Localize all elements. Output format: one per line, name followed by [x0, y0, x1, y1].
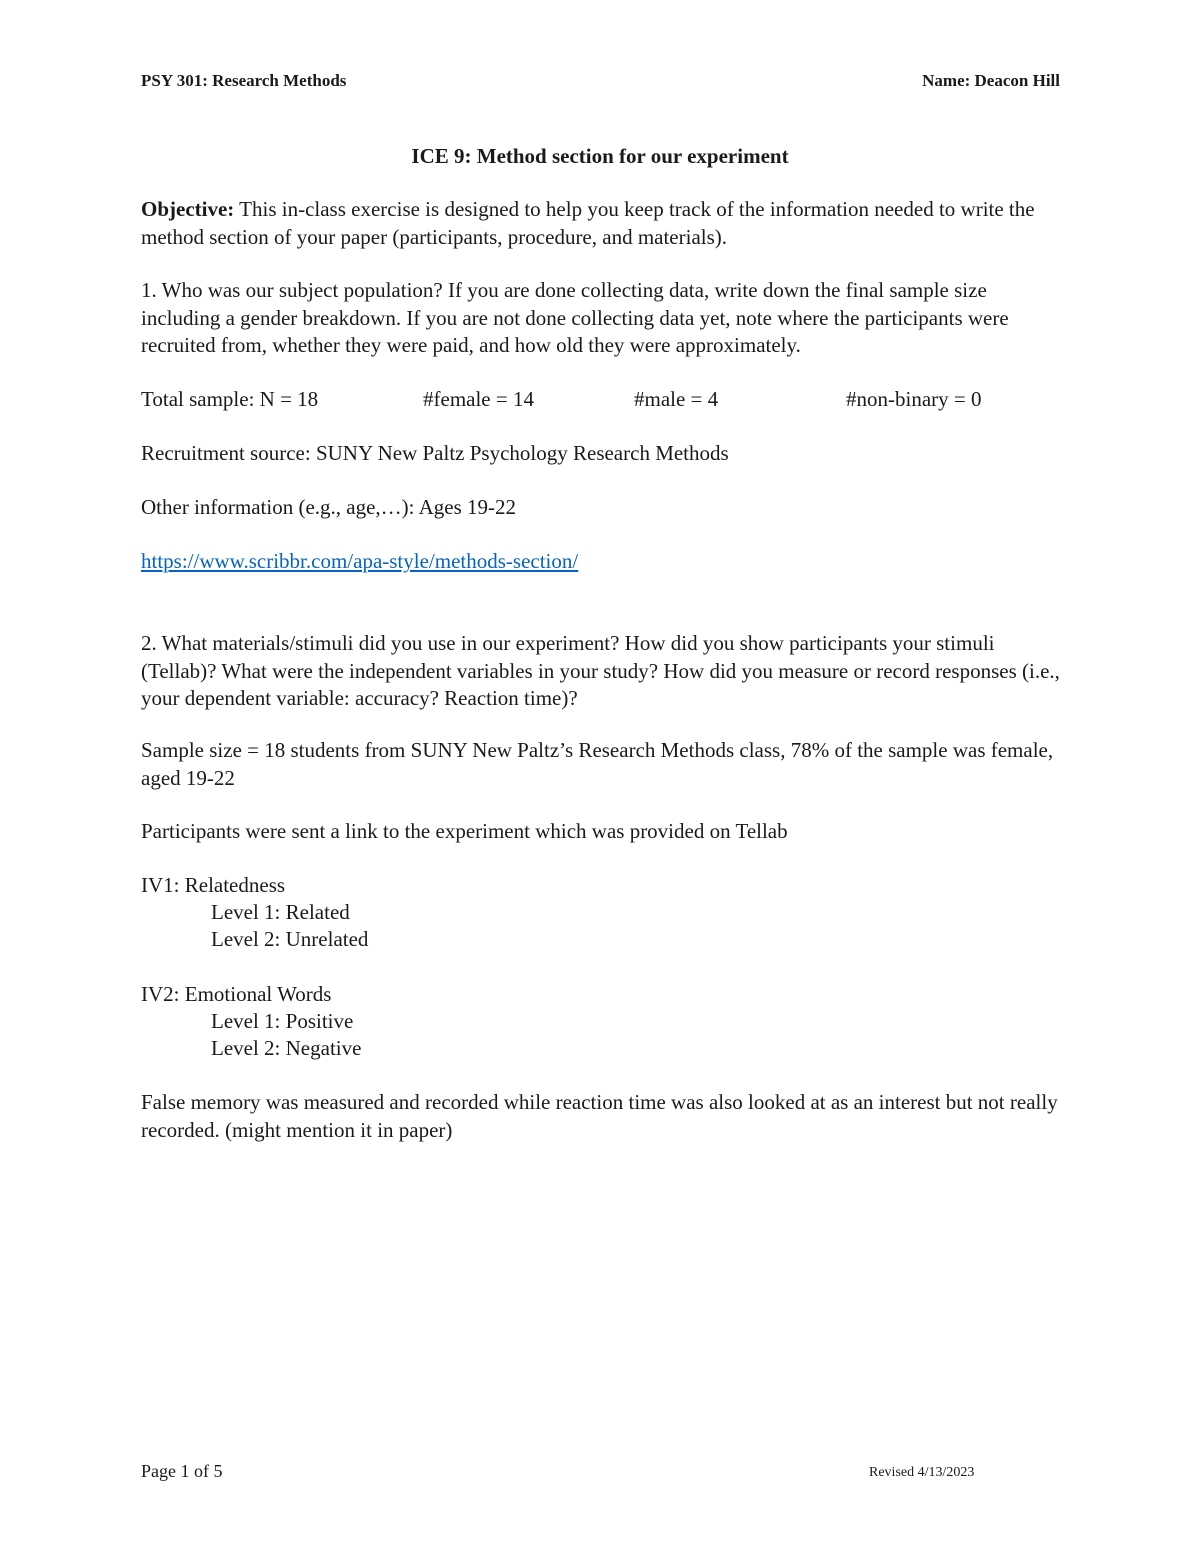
- question-2: 2. What materials/stimuli did you use in our experiment? How did you show participants your stimuli (Tellab)? What were the independent variables in your study? How did you measure or record responses (i.e., your dependent variable: accuracy? Reaction time)?: [141, 631, 1060, 710]
- iv2-level-2: Level 2: Negative: [211, 1036, 362, 1060]
- objective-label: Objective:: [141, 197, 235, 221]
- sample-total: Total sample: N = 18: [141, 387, 319, 411]
- iv2-level-1: Level 1: Positive: [211, 1009, 354, 1033]
- iv1-name: IV1: Relatedness: [141, 873, 286, 897]
- page-title: ICE 9: Method section for our experiment: [411, 144, 789, 168]
- methods-section-link[interactable]: https://www.scribbr.com/apa-style/methods-section/: [141, 549, 579, 573]
- question-1: 1. Who was our subject population? If you are done collecting data, write down the final sample size including a gender breakdown. If you are not done collecting data yet, note where the participants were recruited from, whether they were paid, and how old they were approximately.: [141, 278, 1009, 357]
- sample-female: #female = 14: [423, 387, 534, 411]
- iv2-name: IV2: Emotional Words: [141, 982, 332, 1006]
- iv1-level-2: Level 2: Unrelated: [211, 927, 369, 951]
- recruitment-source: Recruitment source: SUNY New Paltz Psychology Research Methods: [141, 441, 729, 465]
- sample-size-answer: Sample size = 18 students from SUNY New Paltz’s Research Methods class, 78% of the sample was female, aged 19-22: [141, 738, 1054, 790]
- objective-paragraph: [141, 196, 1061, 251]
- page-number: Page 1 of 5: [141, 1461, 223, 1481]
- objective-text: This in-class exercise is designed to help you keep track of the information needed to write the method section of your paper (participants, procedure, and materials).: [141, 197, 1035, 249]
- dependent-variable-answer: False memory was measured and recorded while reaction time was also looked at as an interest but not really recorded. (might mention it in paper): [141, 1090, 1058, 1142]
- student-name: Name: Deacon Hill: [922, 71, 1060, 90]
- iv1-level-1: Level 1: Related: [211, 900, 350, 924]
- course-header: PSY 301: Research Methods: [141, 71, 347, 90]
- sample-nonbinary: #non-binary = 0: [846, 387, 982, 411]
- participants-answer: Participants were sent a link to the experiment which was provided on Tellab: [141, 819, 788, 843]
- revision-date: Revised 4/13/2023: [869, 1465, 975, 1480]
- sample-male: #male = 4: [634, 387, 719, 411]
- other-information: Other information (e.g., age,…): Ages 19-22: [141, 495, 516, 519]
